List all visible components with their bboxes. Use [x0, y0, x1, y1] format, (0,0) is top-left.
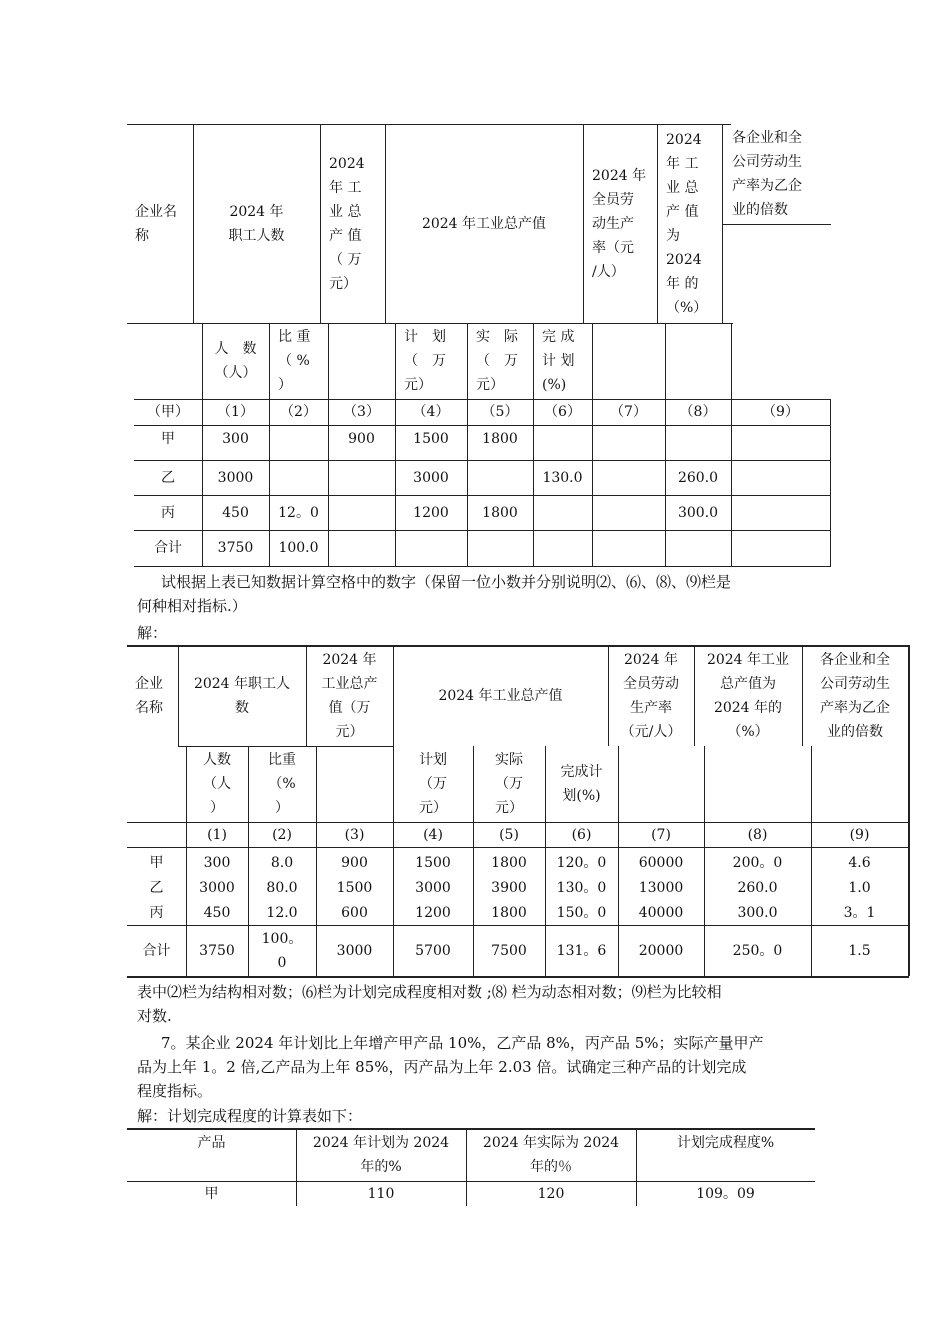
t1-cell: 1800: [482, 504, 518, 521]
t2-colnum: (4): [423, 826, 443, 843]
t1-cell: 1800: [482, 430, 518, 447]
t1-cell: 900: [348, 430, 375, 447]
t2-cell: 131。6: [556, 942, 607, 959]
t1-cell: 12。0: [278, 504, 319, 521]
t2-cell: 甲: [149, 854, 164, 871]
t2-cell: 80.0: [266, 879, 298, 896]
question-text: 试根据上表已知数据计算空格中的数字（保留一位小数并分别说明⑵、⑹、⑻、⑼栏是 何种相对指标.）: [137, 573, 732, 615]
t2-colnum: (7): [651, 826, 671, 843]
t1-cell: [592, 460, 665, 495]
t2-cell: 1200: [415, 904, 451, 921]
t2-sub-people: 人数 （人 ）: [203, 752, 231, 816]
t2-cell: 3900: [491, 879, 527, 896]
t2-cell: 40000: [638, 904, 684, 921]
t1-header-workers: 2024 年 职工人数: [228, 203, 285, 244]
t2-cell: 1.5: [848, 942, 871, 959]
t1-cell: 300: [222, 430, 249, 447]
t1-cell: 130.0: [542, 469, 583, 486]
t2-cell: 20000: [638, 942, 684, 959]
t1-cell: [328, 495, 395, 530]
t2-header-output-col3: 2024 年 工业总产 值（万 元）: [321, 651, 378, 740]
t2-cell: 7500: [491, 942, 527, 959]
t1-sub-plan: 计 划 （ 万 元）: [404, 329, 446, 393]
t1-cell: [467, 530, 533, 566]
t1-cell: 乙: [161, 469, 175, 486]
t2-cell: 乙: [149, 879, 164, 896]
t2-cell: 130。0: [556, 879, 607, 896]
t2-cell: 合计: [142, 942, 171, 959]
t2-cell: 260.0: [737, 879, 778, 896]
t2-sub-plan: 计划 （万 元）: [419, 752, 447, 816]
t1-cell: [731, 460, 830, 495]
t2-cell: 3。1: [843, 904, 876, 921]
t2-cell: 丙: [149, 904, 164, 921]
t2-cell: 1500: [336, 879, 373, 896]
solution-label: 解：: [137, 624, 168, 642]
t1-colnum: （3）: [343, 404, 380, 420]
t1-cell: 260.0: [677, 469, 719, 486]
t1-colnum: （1）: [217, 404, 254, 420]
t1-cell: 1500: [413, 430, 449, 447]
t2-cell: 100。 0: [261, 930, 303, 971]
t1-cell: 1200: [413, 504, 449, 521]
t2-cell: 450: [203, 904, 231, 921]
t2-colnum: (6): [571, 826, 592, 843]
t1-cell: 450: [222, 504, 249, 521]
t1-cell: [533, 530, 592, 566]
t2-cell: 12.0: [266, 904, 298, 921]
t2-colnum: (8): [747, 826, 768, 843]
t1-header-productivity: 2024 年 全员劳 动生产 率（元 /人）: [592, 167, 647, 280]
t2-cell: 4.6: [848, 854, 871, 871]
t1-cell: [269, 425, 328, 452]
t1-cell: [731, 530, 830, 566]
t3-cell: 120: [537, 1185, 565, 1202]
t2-cell: 3750: [199, 942, 235, 959]
t2-sub-completion: 完成计 划(%): [560, 764, 603, 804]
t2-colnum: (5): [499, 826, 519, 843]
t2-header-productivity: 2024 年 全员劳动 生产率 （元/人）: [620, 651, 682, 740]
t2-cell: 300: [203, 854, 231, 871]
t2-header-output-group: 2024 年工业总产值: [438, 687, 563, 704]
t1-sub-actual: 实 际 （ 万 元）: [476, 329, 518, 393]
t1-cell: [269, 460, 328, 495]
t1-cell: [592, 495, 665, 530]
t1-cell: [731, 425, 830, 452]
t3-cell: 110: [367, 1185, 395, 1202]
t1-cell: [533, 425, 592, 452]
t1-sub-share: 比 重 （ % ）: [278, 329, 311, 393]
t2-header-company: 企业 名称: [135, 675, 163, 716]
t1-cell: 3750: [217, 540, 254, 556]
t1-cell: 100.0: [278, 540, 319, 556]
question-7-text: 7。某企业 2024 年计划比上年增产甲产品 10%，乙产品 8%，丙产品 5%；实际产量甲产 品为上年 1。2 倍,乙产品为上年 85%，丙产品为上年 2.03 倍。试确定三种产品的计划完成 程度指标。: [137, 1034, 764, 1100]
solution-7-label: 解：计划完成程度的计算表如下：: [137, 1107, 363, 1125]
t1-colnum: （8）: [679, 404, 717, 420]
t2-cell: 8.0: [270, 854, 294, 871]
t1-cell: [395, 530, 467, 566]
t2-cell: 900: [341, 854, 368, 871]
t1-cell: 甲: [161, 430, 175, 447]
t2-cell: 1500: [415, 854, 451, 871]
t1-sub-completion: 完 成 计 划 (%): [542, 329, 575, 393]
t1-header-output-col3: 2024 年 工 业 总 产 值 （ 万 元）: [329, 155, 365, 292]
t1-colnum: （甲）: [147, 404, 189, 420]
t1-cell: [328, 460, 395, 495]
t2-cell: 1.0: [848, 879, 871, 896]
t2-cell: 250。0: [732, 942, 783, 959]
t1-cell: 3000: [413, 469, 449, 486]
t2-cell: 150。0: [556, 904, 607, 921]
t1-colnum: （2）: [280, 404, 317, 420]
t1-cell: [592, 425, 665, 452]
t2-colnum: (3): [344, 826, 365, 843]
t1-cell: [592, 530, 665, 566]
t2-header-ratio-prev: 2024 年工业 总产值为 2024 年的 （%）: [706, 651, 790, 740]
t2-cell: 300.0: [737, 904, 778, 921]
answer-text: 表中⑵栏为结构相对数；⑹栏为计划完成程度相对数 ;⑻ 栏为动态相对数；⑼栏为比较相 对数.: [137, 983, 722, 1025]
t1-cell: 合计: [154, 540, 182, 556]
t1-cell: 300.0: [677, 504, 719, 521]
t2-header-workers: 2024 年职工人 数: [193, 675, 291, 716]
t2-cell: 3000: [336, 942, 373, 959]
t2-cell: 1800: [491, 854, 527, 871]
t2-colnum: (9): [849, 826, 870, 843]
t2-cell: 3000: [199, 879, 235, 896]
t1-header-company: 企业名 称: [135, 203, 177, 244]
t3-header-plan: 2024 年计划为 2024 年的%: [312, 1135, 450, 1175]
t2-cell: 60000: [638, 854, 684, 871]
t1-cell: 丙: [161, 504, 175, 521]
t2-sub-share: 比重 （% ）: [268, 752, 296, 816]
t2-cell: 3000: [415, 879, 451, 896]
t1-colnum: （4）: [412, 404, 450, 420]
t2-cell: 5700: [415, 942, 451, 959]
t1-cell: [533, 495, 592, 530]
t1-colnum: （9）: [762, 404, 799, 420]
t2-cell: 200。0: [732, 854, 783, 871]
t1-cell: [467, 460, 533, 495]
t2-sub-actual: 实际 （万 元）: [495, 752, 523, 816]
t1-colnum: （7）: [610, 404, 647, 420]
t3-header-completion: 计划完成程度%: [676, 1134, 775, 1151]
t3-header-actual: 2024 年实际为 2024 年的％: [482, 1135, 620, 1175]
t2-cell: 600: [341, 904, 368, 921]
t2-cell: 1800: [491, 904, 527, 921]
t1-header-ratio-prev: 2024 年 工 业 总 产 值 为 2024 年 的 （%）: [666, 131, 708, 316]
t1-cell: [665, 425, 731, 452]
t2-cell: 13000: [638, 879, 684, 896]
t1-header-output-group: 2024 年工业总产值: [421, 215, 547, 232]
t3-cell: 甲: [204, 1185, 219, 1202]
t1-cell: [665, 530, 731, 566]
t1-sub-people: 人 数 （人）: [214, 341, 257, 381]
t1-header-multiple: 各企业和全 公司劳动生 产率为乙企 业的倍数: [732, 130, 802, 218]
t1-colnum: （5）: [481, 404, 519, 420]
t1-colnum: （6）: [544, 404, 581, 420]
t3-cell: 109。09: [696, 1185, 755, 1202]
t1-cell: [731, 495, 830, 530]
t1-cell: [328, 530, 395, 566]
t2-colnum: (2): [272, 826, 292, 843]
t2-colnum: (1): [207, 826, 227, 843]
t2-cell: 120。0: [556, 854, 607, 871]
t2-header-multiple: 各企业和全 公司劳动生 产率为乙企 业的倍数: [820, 651, 890, 740]
t1-cell: 3000: [217, 469, 254, 486]
t3-header-product: 产品: [197, 1134, 226, 1151]
